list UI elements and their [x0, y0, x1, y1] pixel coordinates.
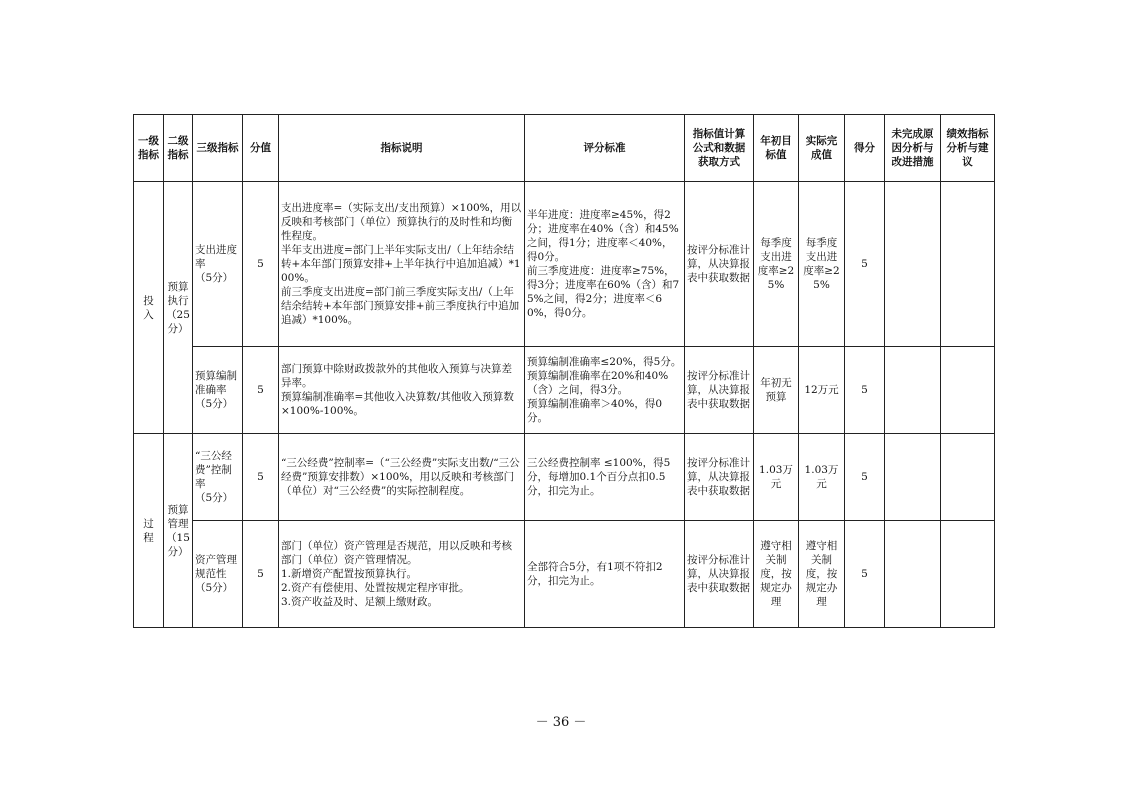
header-actual: 实际完 成值	[799, 115, 845, 182]
header-criteria: 评分标准	[525, 115, 685, 182]
header-level3: 三级指标	[193, 115, 243, 182]
actual-cell: 1.03万元	[799, 434, 845, 521]
actual-cell: 每季度支出进度率≥25%	[799, 182, 845, 347]
level3-cell: “三公经 费”控制 率 （5分）	[193, 434, 243, 521]
score-cell: 5	[243, 434, 279, 521]
actual-cell: 12万元	[799, 347, 845, 434]
level2-cell: 预算 执行 （25 分）	[164, 182, 193, 434]
method-cell: 按评分标准计算，从决算报表中获取数据	[685, 182, 754, 347]
target-cell: 每季度支出进度率≥25%	[754, 182, 799, 347]
header-row	[134, 115, 995, 182]
criteria-cell: 三公经费控制率 ≤100%，得5分，每增加0.1个百分点扣0.5分，扣完为止。	[525, 434, 685, 521]
table-row	[134, 521, 995, 628]
method-cell: 按评分标准计算，从决算报表中获取数据	[685, 347, 754, 434]
suggestion-cell	[941, 434, 995, 521]
reason-cell	[885, 347, 941, 434]
header-points: 得分	[845, 115, 885, 182]
score-cell: 5	[243, 347, 279, 434]
description-cell: 部门（单位）资产管理是否规范，用以反映和考核部门（单位）资产管理情况。 1.新增资产配置按预算执行。 2.资产有偿使用、处置按规定程序审批。 3.资产收益及时、足额上缴财政。	[279, 521, 525, 628]
score-cell: 5	[243, 521, 279, 628]
points-cell: 5	[845, 434, 885, 521]
reason-cell	[885, 182, 941, 347]
header-suggestion: 绩效指标 分析与建 议	[941, 115, 995, 182]
page-number: － 36 －	[535, 715, 587, 730]
header-level2: 二级 指标	[164, 115, 193, 182]
table-row	[134, 347, 995, 434]
suggestion-cell	[941, 347, 995, 434]
score-cell: 5	[243, 182, 279, 347]
header-description: 指标说明	[279, 115, 525, 182]
criteria-cell: 半年进度：进度率≥45%，得2分；进度率在40%（含）和45%之间，得1分；进度率＜40%，得0分。 前三季度进度：进度率≥75%，得3分；进度率在60%（含）和75%之间，得2分；进度率＜60%，得0分。	[525, 182, 685, 347]
target-cell: 年初无预算	[754, 347, 799, 434]
points-cell: 5	[845, 521, 885, 628]
level3-cell: 资产管理 规范性 （5分）	[193, 521, 243, 628]
header-level1: 一级 指标	[134, 115, 164, 182]
method-cell: 按评分标准计算，从决算报表中获取数据	[685, 521, 754, 628]
header-reason: 未完成原 因分析与 改进措施	[885, 115, 941, 182]
target-cell: 1.03万元	[754, 434, 799, 521]
description-cell: “三公经费”控制率=（“三公经费”实际支出数/“三公经费”预算安排数）×100%，用以反映和考核部门（单位）对“三公经费”的实际控制程度。	[279, 434, 525, 521]
suggestion-cell	[941, 521, 995, 628]
header-score: 分值	[243, 115, 279, 182]
header-target: 年初目 标值	[754, 115, 799, 182]
level3-cell: 支出进度 率 （5分）	[193, 182, 243, 347]
level1-cell: 过 程	[134, 434, 164, 628]
level2-cell: 预算 管理 （15 分）	[164, 434, 193, 628]
level3-cell: 预算编制 准确率 （5分）	[193, 347, 243, 434]
target-cell: 遵守相关制度，按规定办理	[754, 521, 799, 628]
header-method: 指标值计算 公式和数据 获取方式	[685, 115, 754, 182]
table-row	[134, 182, 995, 347]
table-row	[134, 434, 995, 521]
points-cell: 5	[845, 347, 885, 434]
method-cell: 按评分标准计算，从决算报表中获取数据	[685, 434, 754, 521]
criteria-cell: 预算编制准确率≤20%，得5分。 预算编制准确率在20%和40%（含）之间，得3分。 预算编制准确率＞40%，得0分。	[525, 347, 685, 434]
points-cell: 5	[845, 182, 885, 347]
description-cell: 部门预算中除财政拨款外的其他收入预算与决算差异率。 预算编制准确率=其他收入决算数/其他收入预算数×100%-100%。	[279, 347, 525, 434]
reason-cell	[885, 521, 941, 628]
reason-cell	[885, 434, 941, 521]
suggestion-cell	[941, 182, 995, 347]
performance-indicator-table	[133, 114, 995, 628]
description-cell: 支出进度率=（实际支出/支出预算）×100%，用以反映和考核部门（单位）预算执行的及时性和均衡性程度。 半年支出进度=部门上半年实际支出/（上年结余结转+本年部门预算安排+上半年执行中追加追减）*100%。 前三季度支出进度=部门前三季度实际支出/（上年结余结转+本年部门预算安排+前三季度执行中追加追减）*100%。	[279, 182, 525, 347]
actual-cell: 遵守相关制度，按规定办理	[799, 521, 845, 628]
level1-cell: 投 入	[134, 182, 164, 434]
criteria-cell: 全部符合5分，有1项不符扣2分，扣完为止。	[525, 521, 685, 628]
